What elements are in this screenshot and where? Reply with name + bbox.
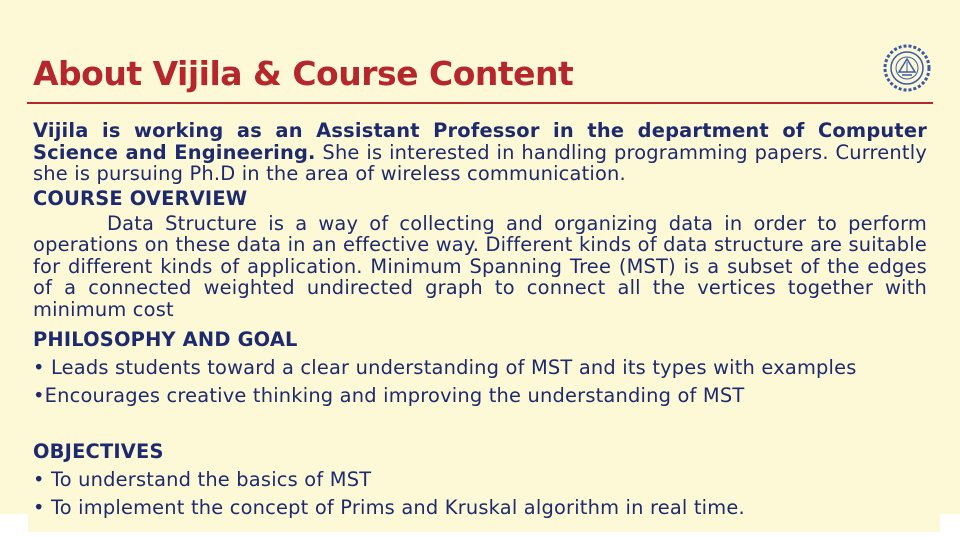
objectives-heading: OBJECTIVES xyxy=(33,440,164,463)
intro-bold-text: Vijila is working as an Assistant Professor in the department of Computer Science and Engineering. xyxy=(33,119,927,164)
philosophy-heading: PHILOSOPHY AND GOAL xyxy=(33,328,298,351)
page-title: About Vijila & Course Content xyxy=(33,54,574,93)
objective-item: • To implement the concept of Prims and Kruskal algorithm in real time. xyxy=(33,496,745,519)
philosophy-item: •Encourages creative thinking and improving the understanding of MST xyxy=(33,384,745,407)
institute-seal-logo-icon xyxy=(878,42,936,94)
course-overview-text: Data Structure is a way of collecting and organizing data in order to perform operations on these data in an effective way. Different kinds of data structure are suitable for different kinds of application. Minimum Spanning Tree (MST) is a subset of the edges of a connected weighted undirected graph to connect all the vertices together with minimum cost xyxy=(33,211,927,321)
title-divider xyxy=(27,102,933,104)
philosophy-item: • Leads students toward a clear understanding of MST and its types with examples xyxy=(33,356,857,379)
intro-text: She is interested in handling programming papers. Currently she is pursuing Ph.D in the area of wireless communication. xyxy=(33,140,927,185)
course-overview-paragraph xyxy=(33,213,927,321)
course-overview-heading: COURSE OVERVIEW xyxy=(33,186,248,210)
content-body xyxy=(33,120,927,522)
objective-item: • To understand the basics of MST xyxy=(33,468,372,491)
intro-paragraph xyxy=(33,120,927,185)
